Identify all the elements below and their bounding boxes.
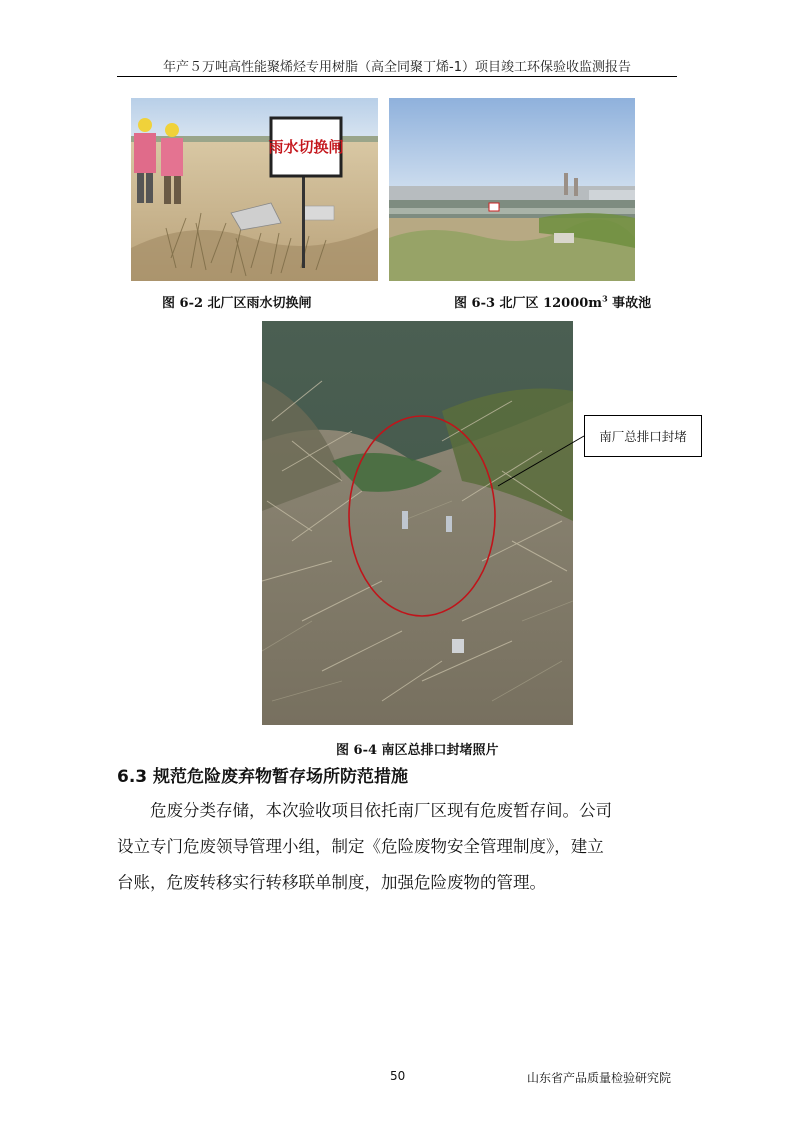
paragraph-line: 危废分类存储，本次验收项目依托南厂区现有危废暂存间。公司 [150,801,612,820]
page-number: 50 [390,1069,406,1083]
caption-prefix: 图 6-3 [454,296,500,311]
section-heading: 6.3 规范危险废弃物暂存场所防范措施 [117,767,409,787]
paragraph-line: 设立专门危废领导管理小组，制定《危险废物安全管理制度》，建立 [117,837,604,856]
photo-rainwater-gate [131,98,378,281]
caption-text: 北厂区 12000m [499,296,603,311]
header-divider [117,76,677,77]
caption-figure-6-4 [336,739,499,758]
gate-sign-text: 雨水切换闸 [268,138,344,156]
callout-text: 南厂总排口封堵 [599,429,687,444]
callout-leader-line [490,436,590,496]
caption-figure-6-3 [454,292,651,311]
caption-prefix: 图 6-4 [336,743,382,758]
footer-organization: 山东省产品质量检验研究院 [527,1071,672,1085]
photo-south-outfall [262,321,573,725]
caption-prefix: 图 6-2 [162,296,208,311]
running-header: 年产５万吨高性能聚烯烃专用树脂（高全同聚丁烯-1）项目竣工环保验收监测报告 [163,60,631,75]
callout-box [584,415,702,457]
section-paragraph [117,793,677,901]
caption-text: 南区总排口封堵照片 [381,743,499,758]
paragraph-line: 台账，危废转移实行转移联单制度，加强危险废物的管理。 [117,873,546,892]
caption-superscript: 3 [602,293,608,304]
caption-figure-6-2 [162,292,312,311]
photo-accident-pool [389,98,635,281]
caption-text-tail: 事故池 [607,296,652,311]
caption-text: 北厂区雨水切换闸 [207,296,312,311]
